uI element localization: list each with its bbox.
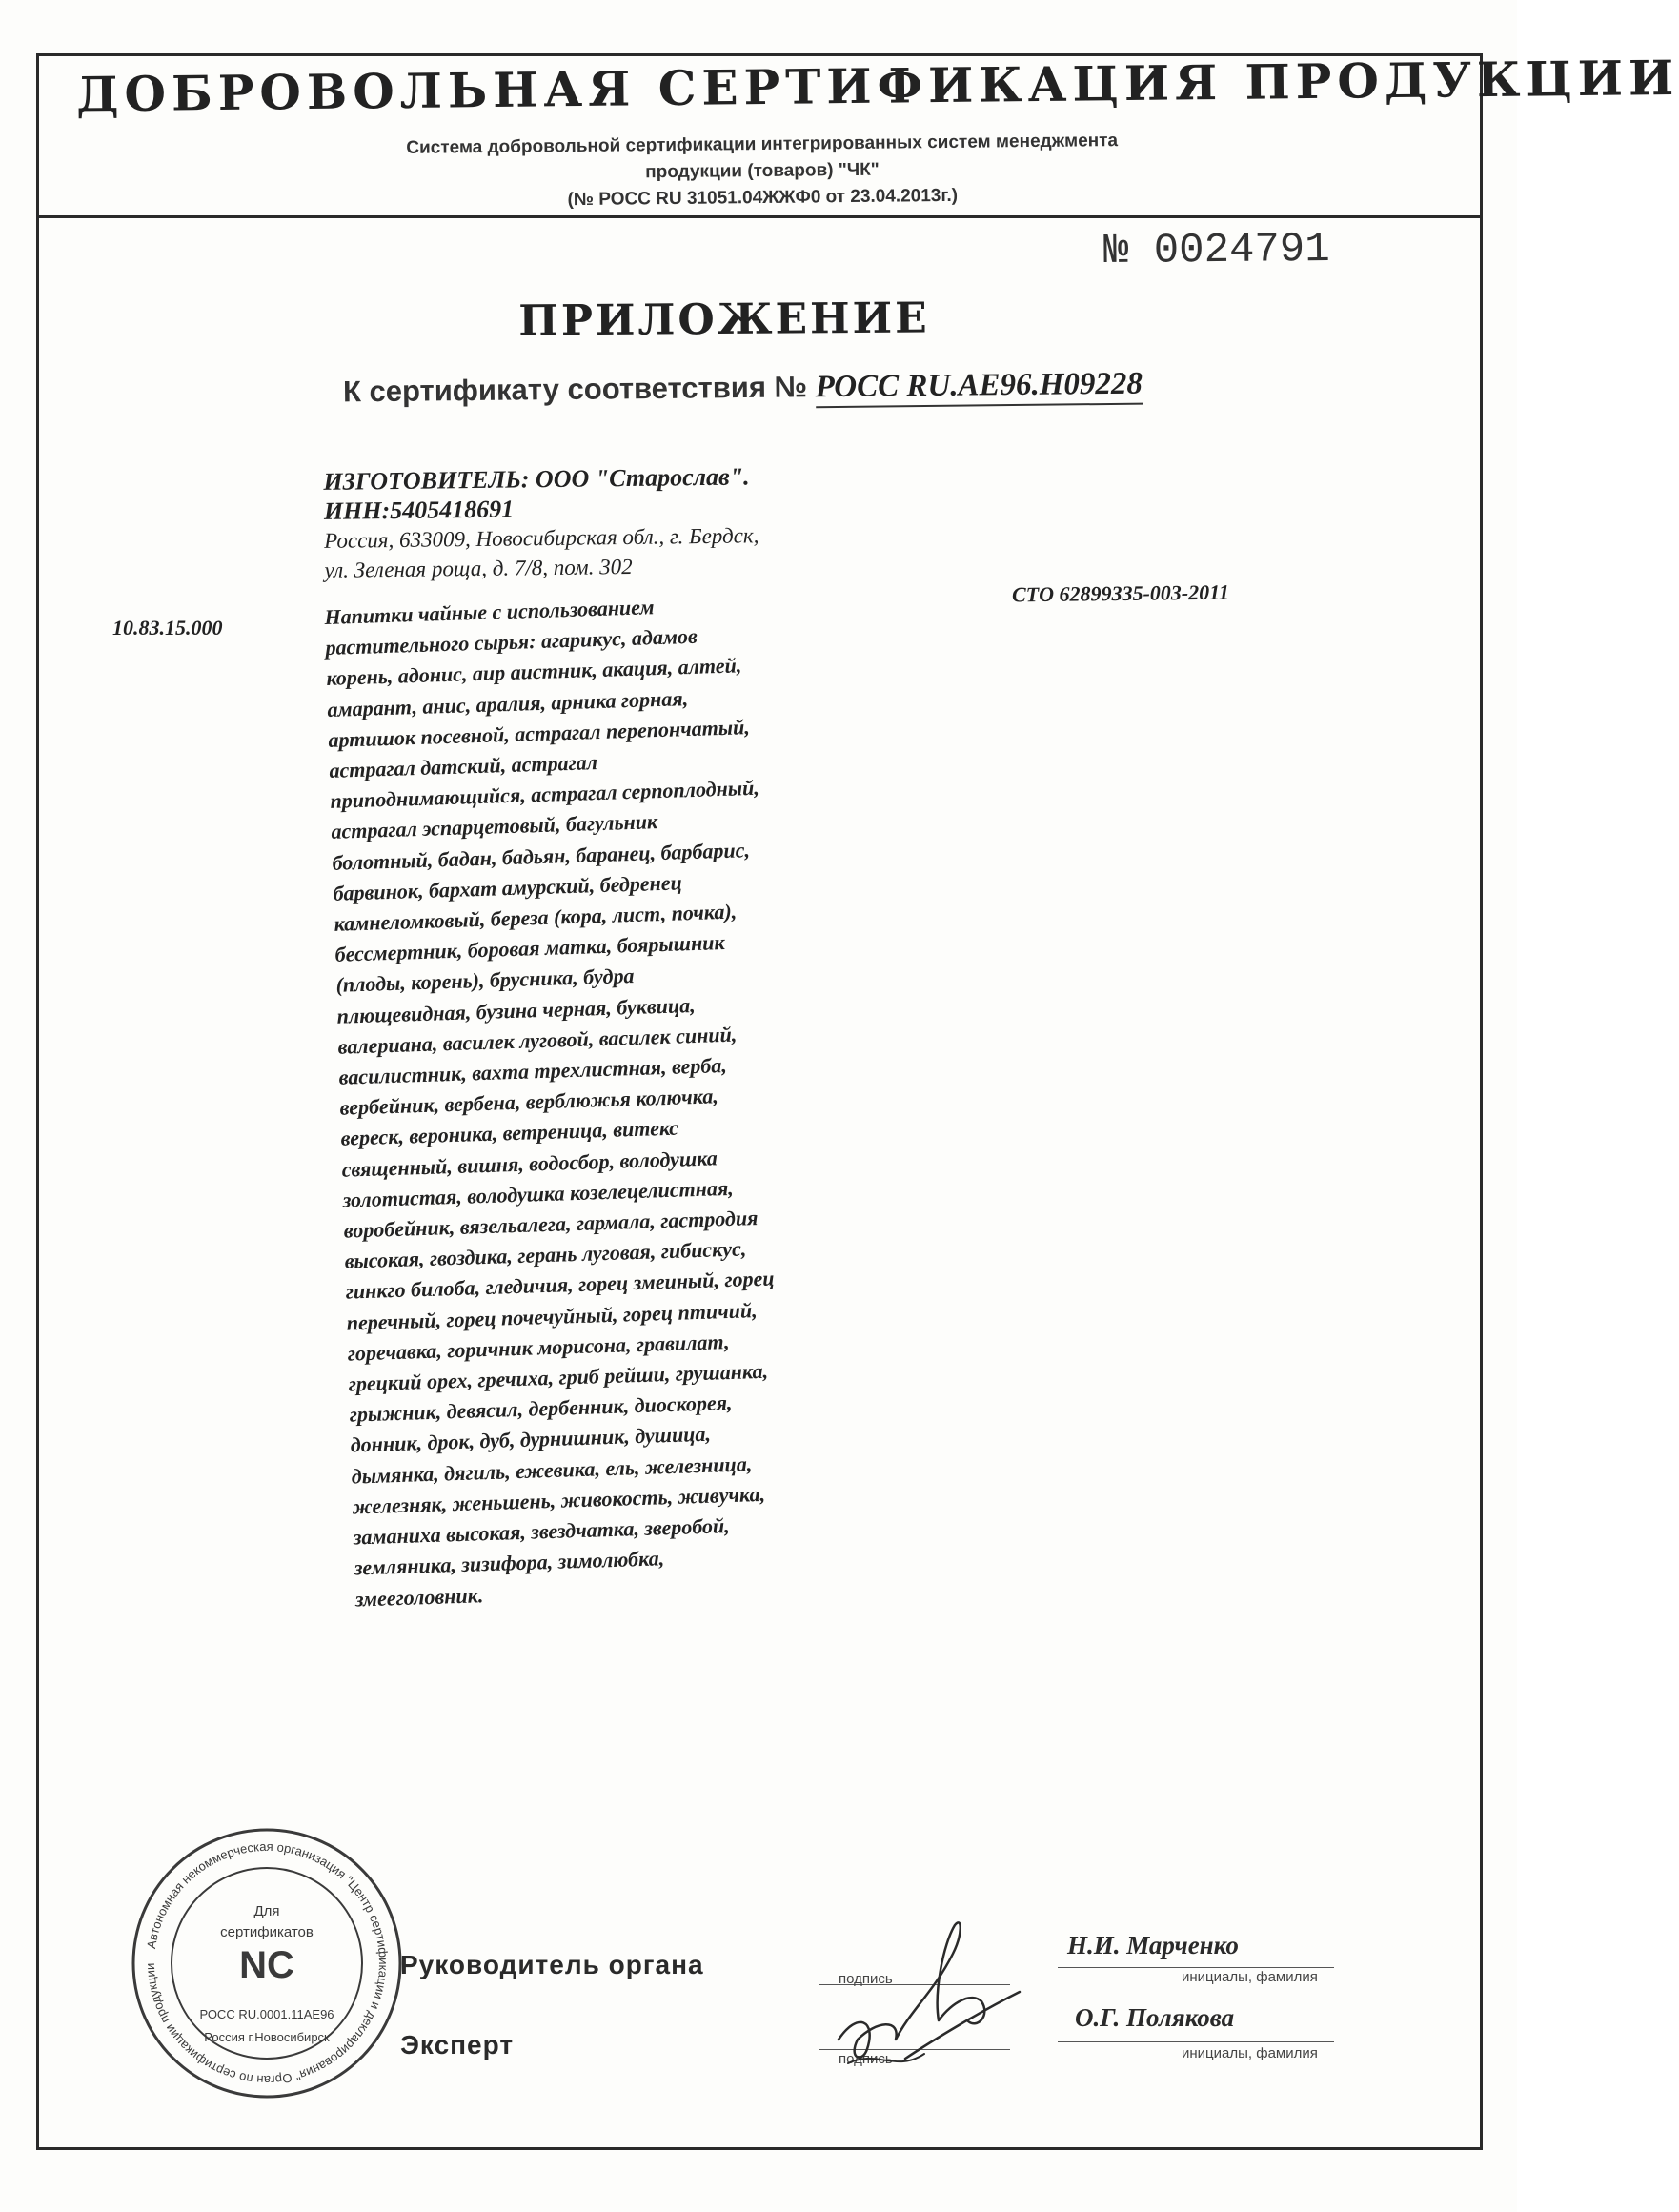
- product-line: корень, адонис, аир аистник, акация, алтей,: [326, 653, 742, 691]
- product-line: астрагал датский, астрагал: [329, 750, 598, 782]
- expert-name-line: [1058, 2041, 1334, 2042]
- manufacturer-name: ИЗГОТОВИТЕЛЬ: ООО "Старослав".: [323, 462, 750, 496]
- product-line: вереск, вероника, ветреница, витекс: [340, 1116, 679, 1151]
- stamp-outer-text: Автономная некоммерческая организация "Центр сертификации и декларирования" Орган по сертификации продукции: [142, 1838, 392, 2088]
- head-name-line: [1058, 1967, 1334, 1968]
- product-line: земляника, зизифора, зимолюбка,: [354, 1546, 665, 1580]
- certification-title: ДОБРОВОЛЬНАЯ СЕРТИФИКАЦИЯ ПРОДУКЦИИ: [75, 49, 1679, 123]
- product-line: золотистая, володушка козелецелистная,: [342, 1175, 735, 1212]
- certification-system: [172, 126, 1354, 218]
- certification-stamp: [124, 1820, 410, 2106]
- product-line: (плоды, корень), брусника, будра: [335, 964, 635, 998]
- form-number: № 0024791: [1102, 225, 1330, 276]
- product-line: дымянка, дягиль, ежевика, ель, железница,: [351, 1451, 753, 1489]
- product-line: грыжник, девясил, дербенник, диоскорея,: [349, 1390, 733, 1427]
- product-line: воробейник, вязельалега, гармала, гастродия: [343, 1206, 759, 1243]
- manufacturer-block: [323, 459, 934, 585]
- product-line: перечный, горец почечуйный, горец птичий,: [346, 1297, 758, 1335]
- product-line: василистник, вахта трехлистная, верба,: [338, 1053, 728, 1089]
- system-line-2: продукции (товаров) "ЧК": [645, 159, 880, 183]
- system-line-1: Система добровольной сертификации интегрированных систем менеджмента: [406, 131, 1119, 158]
- manufacturer-address-1: Россия, 633009, Новосибирская обл., г. Бердск,: [324, 523, 759, 553]
- handwritten-signature: [819, 1897, 1039, 2087]
- head-sign-caption: подпись: [839, 1971, 893, 1987]
- product-line: барвинок, бархат амурский, бедренец: [333, 870, 683, 905]
- expert-sign-caption: подпись: [839, 2051, 893, 2067]
- manufacturer-inn: ИНН:5405418691: [323, 495, 515, 525]
- product-line: артишок посевной, астрагал перепончатый,: [328, 714, 751, 752]
- expert-label: Эксперт: [400, 2030, 515, 2060]
- product-line: высокая, гвоздика, герань луговая, гибискус,: [344, 1236, 747, 1273]
- product-line: болотный, бадан, бадьян, баранец, барбарис,: [332, 837, 751, 875]
- product-line: Напитки чайные с использованием: [324, 595, 655, 629]
- stamp-registration: РОСС RU.0001.11АЕ96: [199, 2007, 334, 2021]
- product-line: растительного сырья: агарикус, адамов: [325, 623, 698, 660]
- product-line: бессмертник, боровая матка, боярышник: [334, 930, 725, 967]
- head-name-caption: инициалы, фамилия: [1182, 1969, 1318, 1985]
- product-code: 10.83.15.000: [112, 616, 223, 639]
- head-label: Руководитель органа: [400, 1950, 704, 1979]
- product-line: грецкий орех, гречиха, гриб рейши, грушанка,: [348, 1358, 769, 1396]
- conformity-number: РОСС RU.AE96.H09228: [815, 367, 1143, 409]
- product-line: вербейник, вербена, верблюжья колючка,: [339, 1084, 719, 1120]
- product-line: астрагал эспарцетовый, багульник: [331, 809, 658, 844]
- product-line: гинкго билоба, гледичия, горец змеиный, горец: [345, 1266, 775, 1305]
- expert-name-caption: инициалы, фамилия: [1182, 2045, 1318, 2061]
- product-line: приподнимающийся, астрагал серпоплодный,: [330, 775, 760, 814]
- product-description: [324, 584, 927, 1614]
- product-line: заманиха высокая, звездчатка, зверобой,: [353, 1513, 731, 1550]
- system-registration: (№ РОСС RU 31051.04ЖЖФ0 от 23.04.2013г.): [567, 185, 959, 211]
- product-line: плющевидная, бузина черная, буквица,: [336, 992, 697, 1028]
- stamp-center-top: Для: [253, 1903, 280, 1919]
- product-line: горечавка, горичник морисона, гравилат,: [347, 1329, 730, 1366]
- product-line: змееголовник.: [354, 1582, 484, 1611]
- product-standard: СТО 62899335-003-2011: [1011, 579, 1230, 607]
- conformity-reference: [343, 366, 1143, 411]
- product-line: священный, вишня, водосбор, володушка: [341, 1145, 718, 1182]
- conformity-label: К сертификату соответствия №: [342, 370, 808, 409]
- stamp-center-bottom: сертификатов: [220, 1924, 314, 1940]
- expert-name: О.Г. Полякова: [1075, 2003, 1235, 2032]
- appendix-title: ПРИЛОЖЕНИЕ: [518, 294, 930, 346]
- manufacturer-address-2: ул. Зеленая роща, д. 7/8, пом. 302: [324, 554, 633, 582]
- product-line: камнеломковый, береза (кора, лист, почка),: [334, 899, 738, 936]
- stamp-emblem-icon: NC: [239, 1944, 294, 1986]
- product-line: железняк, женьшень, живокость, живучка,: [352, 1481, 766, 1519]
- stamp-city: Россия г.Новосибирск: [204, 2030, 330, 2044]
- product-line: амарант, анис, аралия, арника горная,: [327, 685, 689, 721]
- product-line: валериана, василек луговой, василек синий,: [337, 1022, 738, 1059]
- product-line: донник, дрок, дуб, дурнишник, душица,: [350, 1422, 712, 1458]
- head-name: Н.И. Марченко: [1067, 1931, 1239, 1959]
